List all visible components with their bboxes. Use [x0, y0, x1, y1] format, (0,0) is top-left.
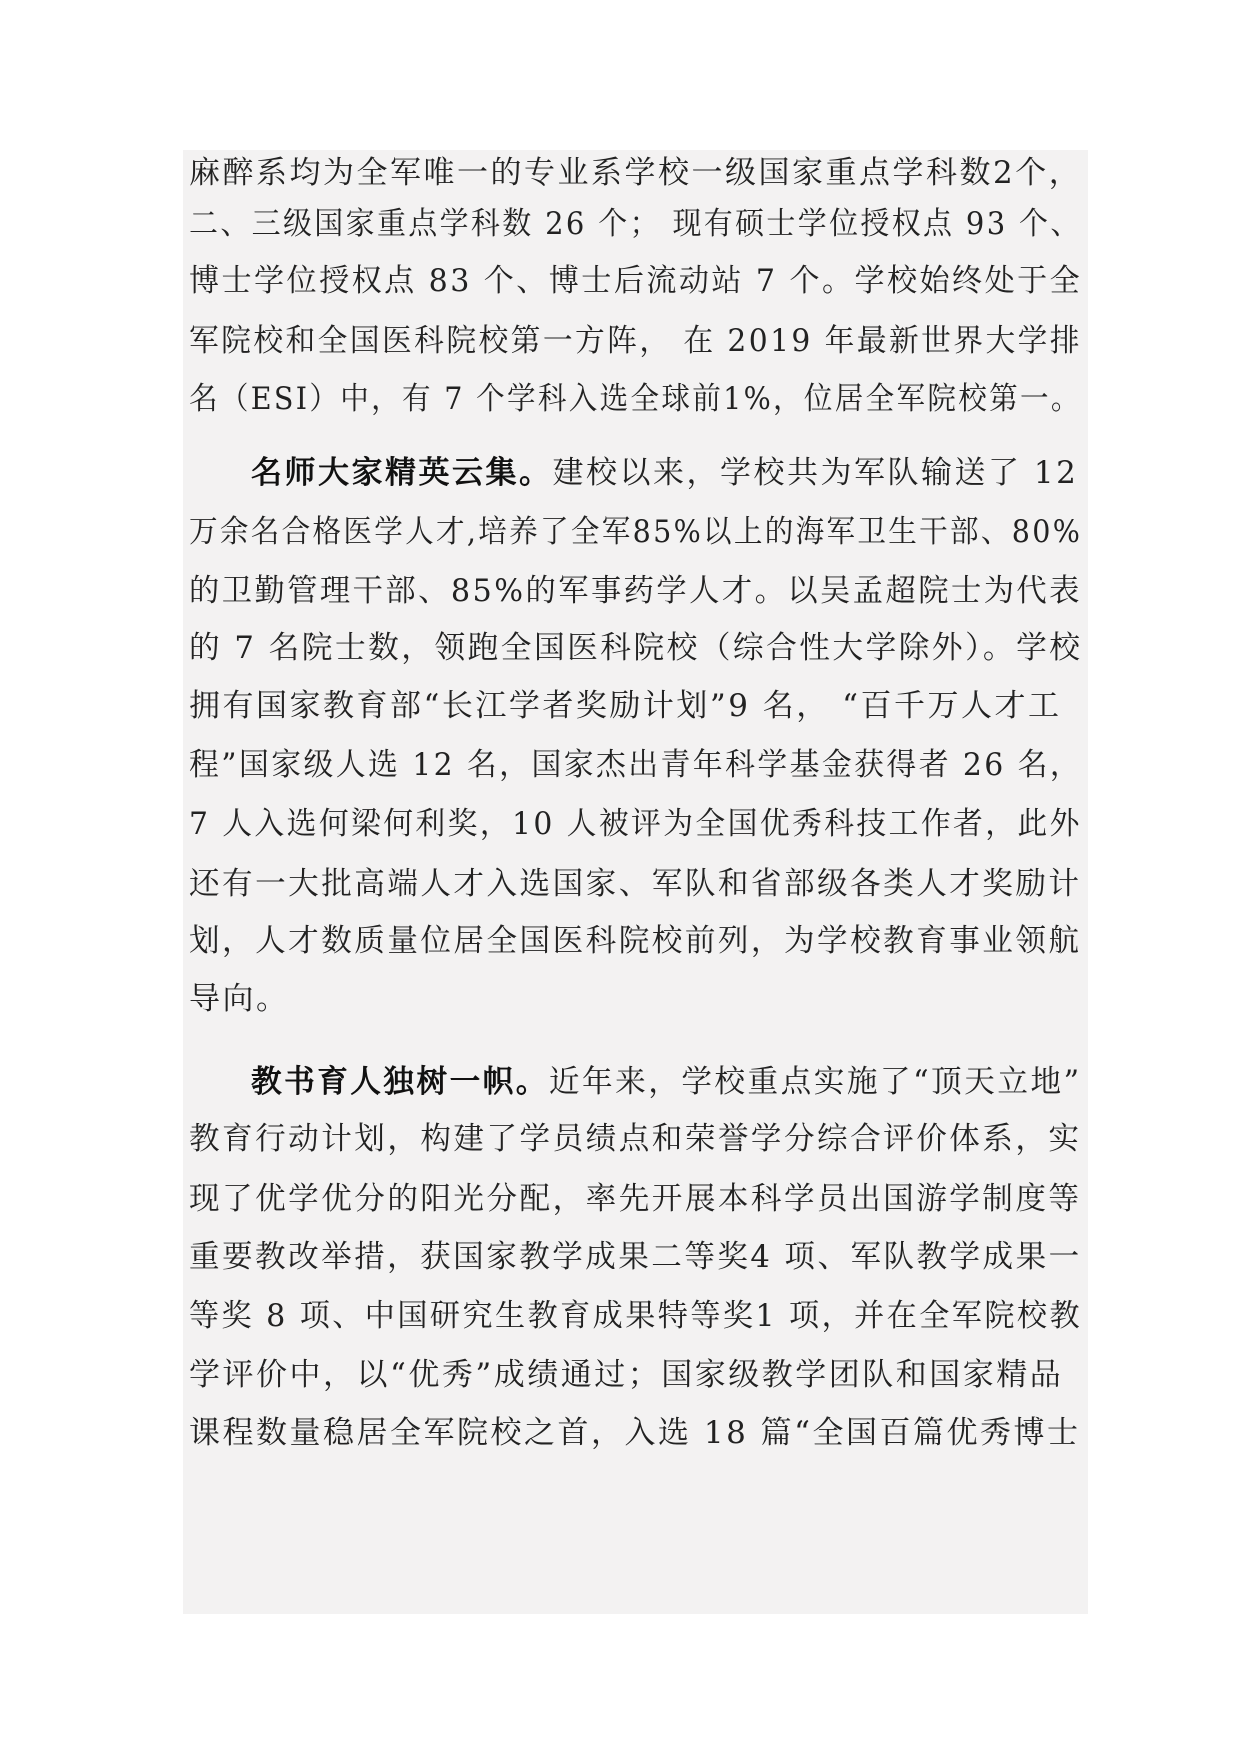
paragraph-1-line-3: 博士学位授权点 83 个、博士后流动站 7 个。学校始终处于全 [189, 263, 1083, 299]
paragraph-2-line-4: 的 7 名院士数，领跑全国医科院校（综合性大学除外）。学校 [189, 630, 1083, 666]
paragraph-3-line-7: 课程数量稳居全军院校之首，入选 18 篇“全国百篇优秀博士 [189, 1415, 1081, 1451]
paragraph-2-lead: 名师大家精英云集。 [251, 455, 553, 491]
paragraph-2-line-2: 万余名合格医学人才,培养了全军85%以上的海军卫生干部、80% [189, 514, 1083, 550]
paragraph-3-lead: 教书育人独树一帜。 [251, 1064, 549, 1100]
paragraph-2-line-7: 7 人入选何梁何利奖，10 人被评为全国优秀科技工作者，此外 [189, 806, 1082, 842]
paragraph-2-line-9: 划，人才数质量位居全国医科院校前列，为学校教育事业领航 [189, 923, 1082, 959]
paragraph-2-line-1-rest: 建校以来，学校共为军队输送了 12 [552, 455, 1079, 491]
paragraph-3-line-3: 现了优学优分的阳光分配，率先开展本科学员出国游学制度等 [189, 1181, 1082, 1217]
paragraph-3-line-2: 教育行动计划，构建了学员绩点和荣誉学分综合评价体系，实 [189, 1121, 1082, 1157]
paragraph-2-line-3: 的卫勤管理干部、85%的军事药学人才。以吴孟超院士为代表 [189, 573, 1082, 609]
paragraph-1-line-5: 名（ESI）中，有 7 个学科入选全球前1%，位居全军院校第一。 [189, 381, 1082, 417]
paragraph-3-line-1-rest: 近年来，学校重点实施了“顶天立地” [548, 1064, 1082, 1100]
paragraph-3-line-6: 学评价中，以“优秀”成绩通过；国家级教学团队和国家精品 [189, 1357, 1064, 1393]
document-page [183, 150, 1088, 1614]
paragraph-1-line-2: 二、三级国家重点学科数 26 个； 现有硕士学位授权点 93 个、 [189, 206, 1082, 242]
paragraph-3-line-5: 等奖 8 项、中国研究生教育成果特等奖1 项，并在全军院校教 [189, 1298, 1083, 1334]
paragraph-2-line-5: 拥有国家教育部“长江学者奖励计划”9 名， “百千万人才工 [189, 688, 1062, 724]
paragraph-2-line-10: 导向。 [189, 981, 290, 1017]
paragraph-3-line-1 [251, 1062, 1082, 1102]
paragraph-2-line-6: 程”国家级人选 12 名，国家杰出青年科学基金获得者 26 名， [189, 747, 1083, 783]
paragraph-1-line-1: 麻醉系均为全军唯一的专业系学校一级国家重点学科数2个， [189, 155, 1083, 191]
paragraph-2-line-1 [251, 453, 1078, 493]
paragraph-1-line-4: 军院校和全国医科院校第一方阵， 在 2019 年最新世界大学排 [189, 323, 1082, 359]
paragraph-3-line-4: 重要教改举措，获国家教学成果二等奖4 项、军队教学成果一 [189, 1239, 1082, 1275]
paragraph-2-line-8: 还有一大批高端人才入选国家、军队和省部级各类人才奖励计 [189, 866, 1082, 902]
